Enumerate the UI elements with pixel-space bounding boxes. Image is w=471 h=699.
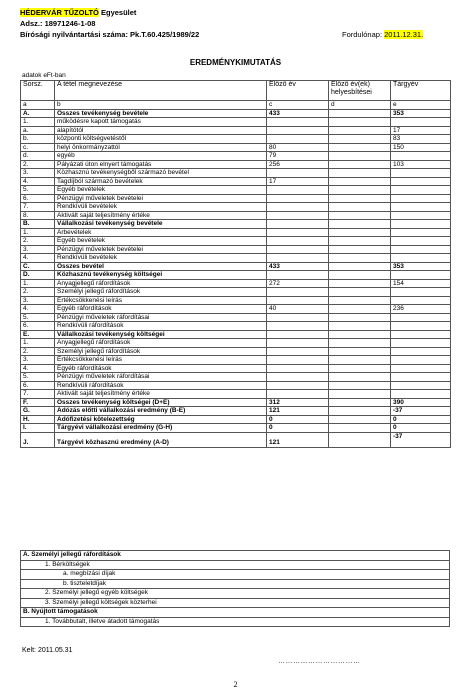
row-number: 2.: [21, 288, 55, 297]
prev-year-value: [267, 313, 329, 322]
correction-value: [329, 373, 391, 382]
row-label: Aktivált saját teljesítmény értéke: [55, 390, 267, 399]
prev-year-value: 80: [267, 143, 329, 152]
row-number: J.: [21, 432, 55, 447]
table-row: [21, 432, 451, 447]
prev-year-value: [267, 322, 329, 331]
row-number: c.: [21, 143, 55, 152]
correction-value: [329, 194, 391, 203]
table-row: [21, 135, 451, 144]
prev-year-value: 433: [267, 262, 329, 271]
current-year-value: 103: [391, 160, 451, 169]
row-label: Tagdíjból származó bevételek: [55, 177, 267, 186]
row-number: 4.: [21, 254, 55, 263]
row-number: 2.: [21, 237, 55, 246]
income-statement-table: [20, 80, 451, 448]
current-year-value: [391, 347, 451, 356]
row-label: 2. Személyi jellegű egyéb költségek: [21, 589, 450, 599]
row-number: 4.: [21, 305, 55, 314]
table-row: [21, 254, 451, 263]
current-year-value: [391, 271, 451, 280]
table-row: [21, 347, 451, 356]
table-row: [21, 305, 451, 314]
current-year-value: -37: [391, 432, 451, 447]
correction-value: [329, 381, 391, 390]
unit-note: adatok eFt-ban: [22, 72, 66, 79]
col-header-name: A tétel megnevezése: [55, 81, 267, 101]
correction-value: [329, 339, 391, 348]
table-row: [21, 245, 451, 254]
prev-year-value: [267, 296, 329, 305]
org-line: [20, 8, 136, 17]
table-row: [21, 579, 450, 589]
prev-year-value: [267, 381, 329, 390]
table-row: [21, 177, 451, 186]
row-label: Összes tevékenység bevétele: [55, 109, 267, 118]
prev-year-value: [267, 339, 329, 348]
table-row: [21, 570, 450, 580]
page-title: EREDMÉNYKIMUTATÁS: [189, 58, 282, 67]
row-number: 2.: [21, 347, 55, 356]
correction-value: [329, 288, 391, 297]
table-letter-row: [21, 101, 451, 110]
prev-year-value: [267, 228, 329, 237]
row-label: Rendkívüli bevételek: [55, 203, 267, 212]
current-year-value: -37: [391, 407, 451, 416]
col-header-curr: Tárgyév: [391, 81, 451, 101]
correction-value: [329, 313, 391, 322]
row-number: 3.: [21, 356, 55, 365]
current-year-value: [391, 364, 451, 373]
prev-year-value: [267, 347, 329, 356]
correction-value: [329, 390, 391, 399]
row-label: Adózás előtti vállalkozási eredmény (B-E): [55, 407, 267, 416]
current-year-value: [391, 118, 451, 127]
table-row: [21, 364, 451, 373]
current-year-value: [391, 203, 451, 212]
row-label: Személyi jellegű ráfordítások: [55, 288, 267, 297]
current-year-value: 353: [391, 109, 451, 118]
current-year-value: [391, 390, 451, 399]
current-year-value: [391, 152, 451, 161]
prev-year-value: [267, 135, 329, 144]
current-year-value: [391, 288, 451, 297]
row-number: b.: [21, 135, 55, 144]
correction-value: [329, 220, 391, 229]
current-year-value: [391, 211, 451, 220]
row-number: 8.: [21, 211, 55, 220]
row-number: 3.: [21, 169, 55, 178]
table-row: [21, 398, 451, 407]
current-year-value: [391, 220, 451, 229]
prev-year-value: 272: [267, 279, 329, 288]
row-label: Anyagjellegű ráfordítások: [55, 279, 267, 288]
row-number: 6.: [21, 381, 55, 390]
row-number: 7.: [21, 390, 55, 399]
row-label: Tárgyévi közhasznú eredmény (A-D): [55, 432, 267, 447]
current-year-value: [391, 186, 451, 195]
row-number: a.: [21, 126, 55, 135]
row-number: 4.: [21, 177, 55, 186]
prev-year-value: [267, 356, 329, 365]
table-row: [21, 194, 451, 203]
correction-value: [329, 186, 391, 195]
current-year-value: 0: [391, 424, 451, 433]
row-number: 3.: [21, 245, 55, 254]
row-number: 6.: [21, 194, 55, 203]
row-label: Pénzügyi műveletek ráfordításai: [55, 313, 267, 322]
row-label: Egyéb bevételek: [55, 237, 267, 246]
correction-value: [329, 262, 391, 271]
prev-year-value: [267, 186, 329, 195]
prev-year-value: [267, 237, 329, 246]
col-letter: a: [21, 101, 55, 110]
table-row: [21, 288, 451, 297]
row-number: H.: [21, 415, 55, 424]
current-year-value: 236: [391, 305, 451, 314]
current-year-value: 83: [391, 135, 451, 144]
table-row: [21, 598, 450, 608]
correction-value: [329, 254, 391, 263]
row-number: F.: [21, 398, 55, 407]
row-label: B. Nyújtott támogatások: [21, 608, 450, 618]
table-row: [21, 560, 450, 570]
row-number: 7.: [21, 203, 55, 212]
current-year-value: [391, 245, 451, 254]
row-number: C.: [21, 262, 55, 271]
prev-year-value: 17: [267, 177, 329, 186]
current-year-value: [391, 330, 451, 339]
prev-year-value: [267, 194, 329, 203]
row-label: Tárgyévi vállalkozási eredmény (G-H): [55, 424, 267, 433]
correction-value: [329, 245, 391, 254]
correction-value: [329, 407, 391, 416]
table-row: [21, 390, 451, 399]
prev-year-value: [267, 288, 329, 297]
row-number: I.: [21, 424, 55, 433]
correction-value: [329, 177, 391, 186]
row-label: Személyi jellegű ráfordítások: [55, 347, 267, 356]
row-label: Pénzügyi műveletek bevételei: [55, 245, 267, 254]
correction-value: [329, 160, 391, 169]
row-label: egyéb: [55, 152, 267, 161]
row-number: 5.: [21, 313, 55, 322]
row-number: A.: [21, 109, 55, 118]
table-row: [21, 373, 451, 382]
row-label: b. tiszteletdíjak: [21, 579, 450, 589]
court-reg: Bírósági nyilvántartási száma: Pk.T.60.425/1989/22: [20, 30, 200, 39]
row-number: G.: [21, 407, 55, 416]
table-row: [21, 381, 451, 390]
correction-value: [329, 152, 391, 161]
prev-year-value: 121: [267, 432, 329, 447]
table-row: [21, 617, 450, 627]
prev-year-value: 121: [267, 407, 329, 416]
correction-value: [329, 279, 391, 288]
prev-year-value: [267, 254, 329, 263]
current-year-value: [391, 356, 451, 365]
row-label: Összes tevékenység költségei (D+E): [55, 398, 267, 407]
correction-value: [329, 228, 391, 237]
row-label: a. megbízási díjak: [21, 570, 450, 580]
row-label: Rendkívüli ráfordítások: [55, 381, 267, 390]
row-label: 1. Bérköltségek: [21, 560, 450, 570]
row-label: Pályázati úton elnyert támogatás: [55, 160, 267, 169]
correction-value: [329, 169, 391, 178]
table-row: [21, 608, 450, 618]
current-year-value: [391, 373, 451, 382]
table-row: [21, 160, 451, 169]
correction-value: [329, 203, 391, 212]
row-number: 5.: [21, 373, 55, 382]
row-number: D.: [21, 271, 55, 280]
page-number: 2: [233, 680, 238, 689]
prev-year-value: [267, 245, 329, 254]
current-year-value: [391, 339, 451, 348]
supplementary-table: [20, 550, 450, 627]
table-row: [21, 186, 451, 195]
row-label: Pénzügyi műveletek ráfordításai: [55, 373, 267, 382]
table-row: [21, 330, 451, 339]
table-row: [21, 109, 451, 118]
correction-value: [329, 271, 391, 280]
current-year-value: 390: [391, 398, 451, 407]
org-name: HÉDERVÁR TŰZOLTÓ: [20, 8, 99, 17]
prev-year-value: 40: [267, 305, 329, 314]
row-label: Anyagjellegű ráfordítások: [55, 339, 267, 348]
row-label: Egyéb bevételek: [55, 186, 267, 195]
table-row: [21, 296, 451, 305]
table-row: [21, 407, 451, 416]
table-row: [21, 322, 451, 331]
current-year-value: 150: [391, 143, 451, 152]
table-row: [21, 228, 451, 237]
current-year-value: [391, 194, 451, 203]
row-label: 3. Személyi jellegű költségek közterhei: [21, 598, 450, 608]
current-year-value: [391, 169, 451, 178]
table-row: [21, 279, 451, 288]
turn-date: 2011.12.31.: [384, 30, 424, 39]
org-type: Egyesület: [100, 8, 137, 17]
prev-year-value: 433: [267, 109, 329, 118]
prev-year-value: 0: [267, 424, 329, 433]
current-year-value: [391, 177, 451, 186]
current-year-value: [391, 228, 451, 237]
row-number: 2.: [21, 160, 55, 169]
correction-value: [329, 135, 391, 144]
current-year-value: [391, 313, 451, 322]
table-row: [21, 313, 451, 322]
table-row: [21, 356, 451, 365]
col-letter: b: [55, 101, 267, 110]
row-label: Rendkívüli ráfordítások: [55, 322, 267, 331]
row-label: Adófizetési kötelezettség: [55, 415, 267, 424]
row-label: Közhasznú tevékenységből származó bevétel: [55, 169, 267, 178]
correction-value: [329, 356, 391, 365]
row-label: Értékcsökkenési leírás: [55, 296, 267, 305]
row-number: 1.: [21, 339, 55, 348]
table-row: [21, 143, 451, 152]
col-letter: d: [329, 101, 391, 110]
correction-value: [329, 432, 391, 447]
prev-year-value: [267, 169, 329, 178]
table-row: [21, 237, 451, 246]
correction-value: [329, 364, 391, 373]
table-row: [21, 152, 451, 161]
col-header-sorsz: Sorsz.: [21, 81, 55, 101]
correction-value: [329, 330, 391, 339]
row-number: 1.: [21, 279, 55, 288]
row-label: Árbevételek: [55, 228, 267, 237]
prev-year-value: [267, 220, 329, 229]
row-label: Rendkívüli bevételek: [55, 254, 267, 263]
row-label: Értékcsökkenési leírás: [55, 356, 267, 365]
table-row: [21, 211, 451, 220]
prev-year-value: [267, 211, 329, 220]
correction-value: [329, 237, 391, 246]
correction-value: [329, 305, 391, 314]
prev-year-value: 79: [267, 152, 329, 161]
row-label: Egyéb ráfordítások: [55, 305, 267, 314]
correction-value: [329, 398, 391, 407]
table-row: [21, 415, 451, 424]
row-label: központi költségvetéstől: [55, 135, 267, 144]
signature-line: ……………………………: [278, 658, 361, 665]
row-label: Pénzügyi műveletek bevételei: [55, 194, 267, 203]
row-label: Összes bevétel: [55, 262, 267, 271]
row-number: 1.: [21, 228, 55, 237]
current-year-value: [391, 237, 451, 246]
prev-year-value: [267, 390, 329, 399]
table-row: [21, 589, 450, 599]
correction-value: [329, 118, 391, 127]
current-year-value: 17: [391, 126, 451, 135]
prev-year-value: [267, 373, 329, 382]
prev-year-value: [267, 203, 329, 212]
correction-value: [329, 347, 391, 356]
col-letter: c: [267, 101, 329, 110]
row-number: d.: [21, 152, 55, 161]
table-row: [21, 203, 451, 212]
correction-value: [329, 109, 391, 118]
table-row: [21, 339, 451, 348]
date-signed: Kelt: 2011.05.31: [22, 647, 73, 654]
table-row: [21, 169, 451, 178]
row-label: A. Személyi jellegű ráfordítások: [21, 551, 450, 561]
row-label: Egyéb ráfordítások: [55, 364, 267, 373]
row-number: 5.: [21, 186, 55, 195]
row-label: alapítótól: [55, 126, 267, 135]
row-number: E.: [21, 330, 55, 339]
turn-date-line: [342, 30, 423, 39]
current-year-value: 154: [391, 279, 451, 288]
correction-value: [329, 322, 391, 331]
row-number: 3.: [21, 296, 55, 305]
row-label: Aktivált saját teljesítmény értéke: [55, 211, 267, 220]
row-label: 1. Továbbutalt, illetve átadott támogatás: [21, 617, 450, 627]
tax-id: Adsz.: 18971246-1-08: [20, 19, 96, 28]
current-year-value: [391, 296, 451, 305]
table-row: [21, 424, 451, 433]
prev-year-value: 256: [267, 160, 329, 169]
prev-year-value: [267, 364, 329, 373]
row-label: helyi önkormányzattól: [55, 143, 267, 152]
current-year-value: 353: [391, 262, 451, 271]
prev-year-value: [267, 118, 329, 127]
row-number: B.: [21, 220, 55, 229]
row-number: 1.: [21, 118, 55, 127]
table-row: [21, 271, 451, 280]
row-label: Vállalkozási tevékenység költségei: [55, 330, 267, 339]
prev-year-value: [267, 330, 329, 339]
row-label: Vállalkozási tevékenység bevétele: [55, 220, 267, 229]
prev-year-value: [267, 271, 329, 280]
row-label: működésre kapott támogatás: [55, 118, 267, 127]
current-year-value: [391, 322, 451, 331]
col-header-prev: Előző év: [267, 81, 329, 101]
correction-value: [329, 415, 391, 424]
correction-value: [329, 126, 391, 135]
table-row: [21, 220, 451, 229]
table-row: [21, 551, 450, 561]
prev-year-value: [267, 126, 329, 135]
col-letter: e: [391, 101, 451, 110]
current-year-value: 0: [391, 415, 451, 424]
table-row: [21, 126, 451, 135]
row-number: 6.: [21, 322, 55, 331]
correction-value: [329, 211, 391, 220]
table-row: [21, 118, 451, 127]
turn-label: Fordulónap:: [342, 30, 383, 39]
table-row: [21, 262, 451, 271]
current-year-value: [391, 381, 451, 390]
col-header-corr: Előző év(ek) helyesbítései: [329, 81, 391, 101]
correction-value: [329, 424, 391, 433]
row-number: 4.: [21, 364, 55, 373]
correction-value: [329, 143, 391, 152]
row-label: Közhasznú tevékenység költségei: [55, 271, 267, 280]
table-header-row: [21, 81, 451, 101]
correction-value: [329, 296, 391, 305]
prev-year-value: 0: [267, 415, 329, 424]
current-year-value: [391, 254, 451, 263]
prev-year-value: 312: [267, 398, 329, 407]
